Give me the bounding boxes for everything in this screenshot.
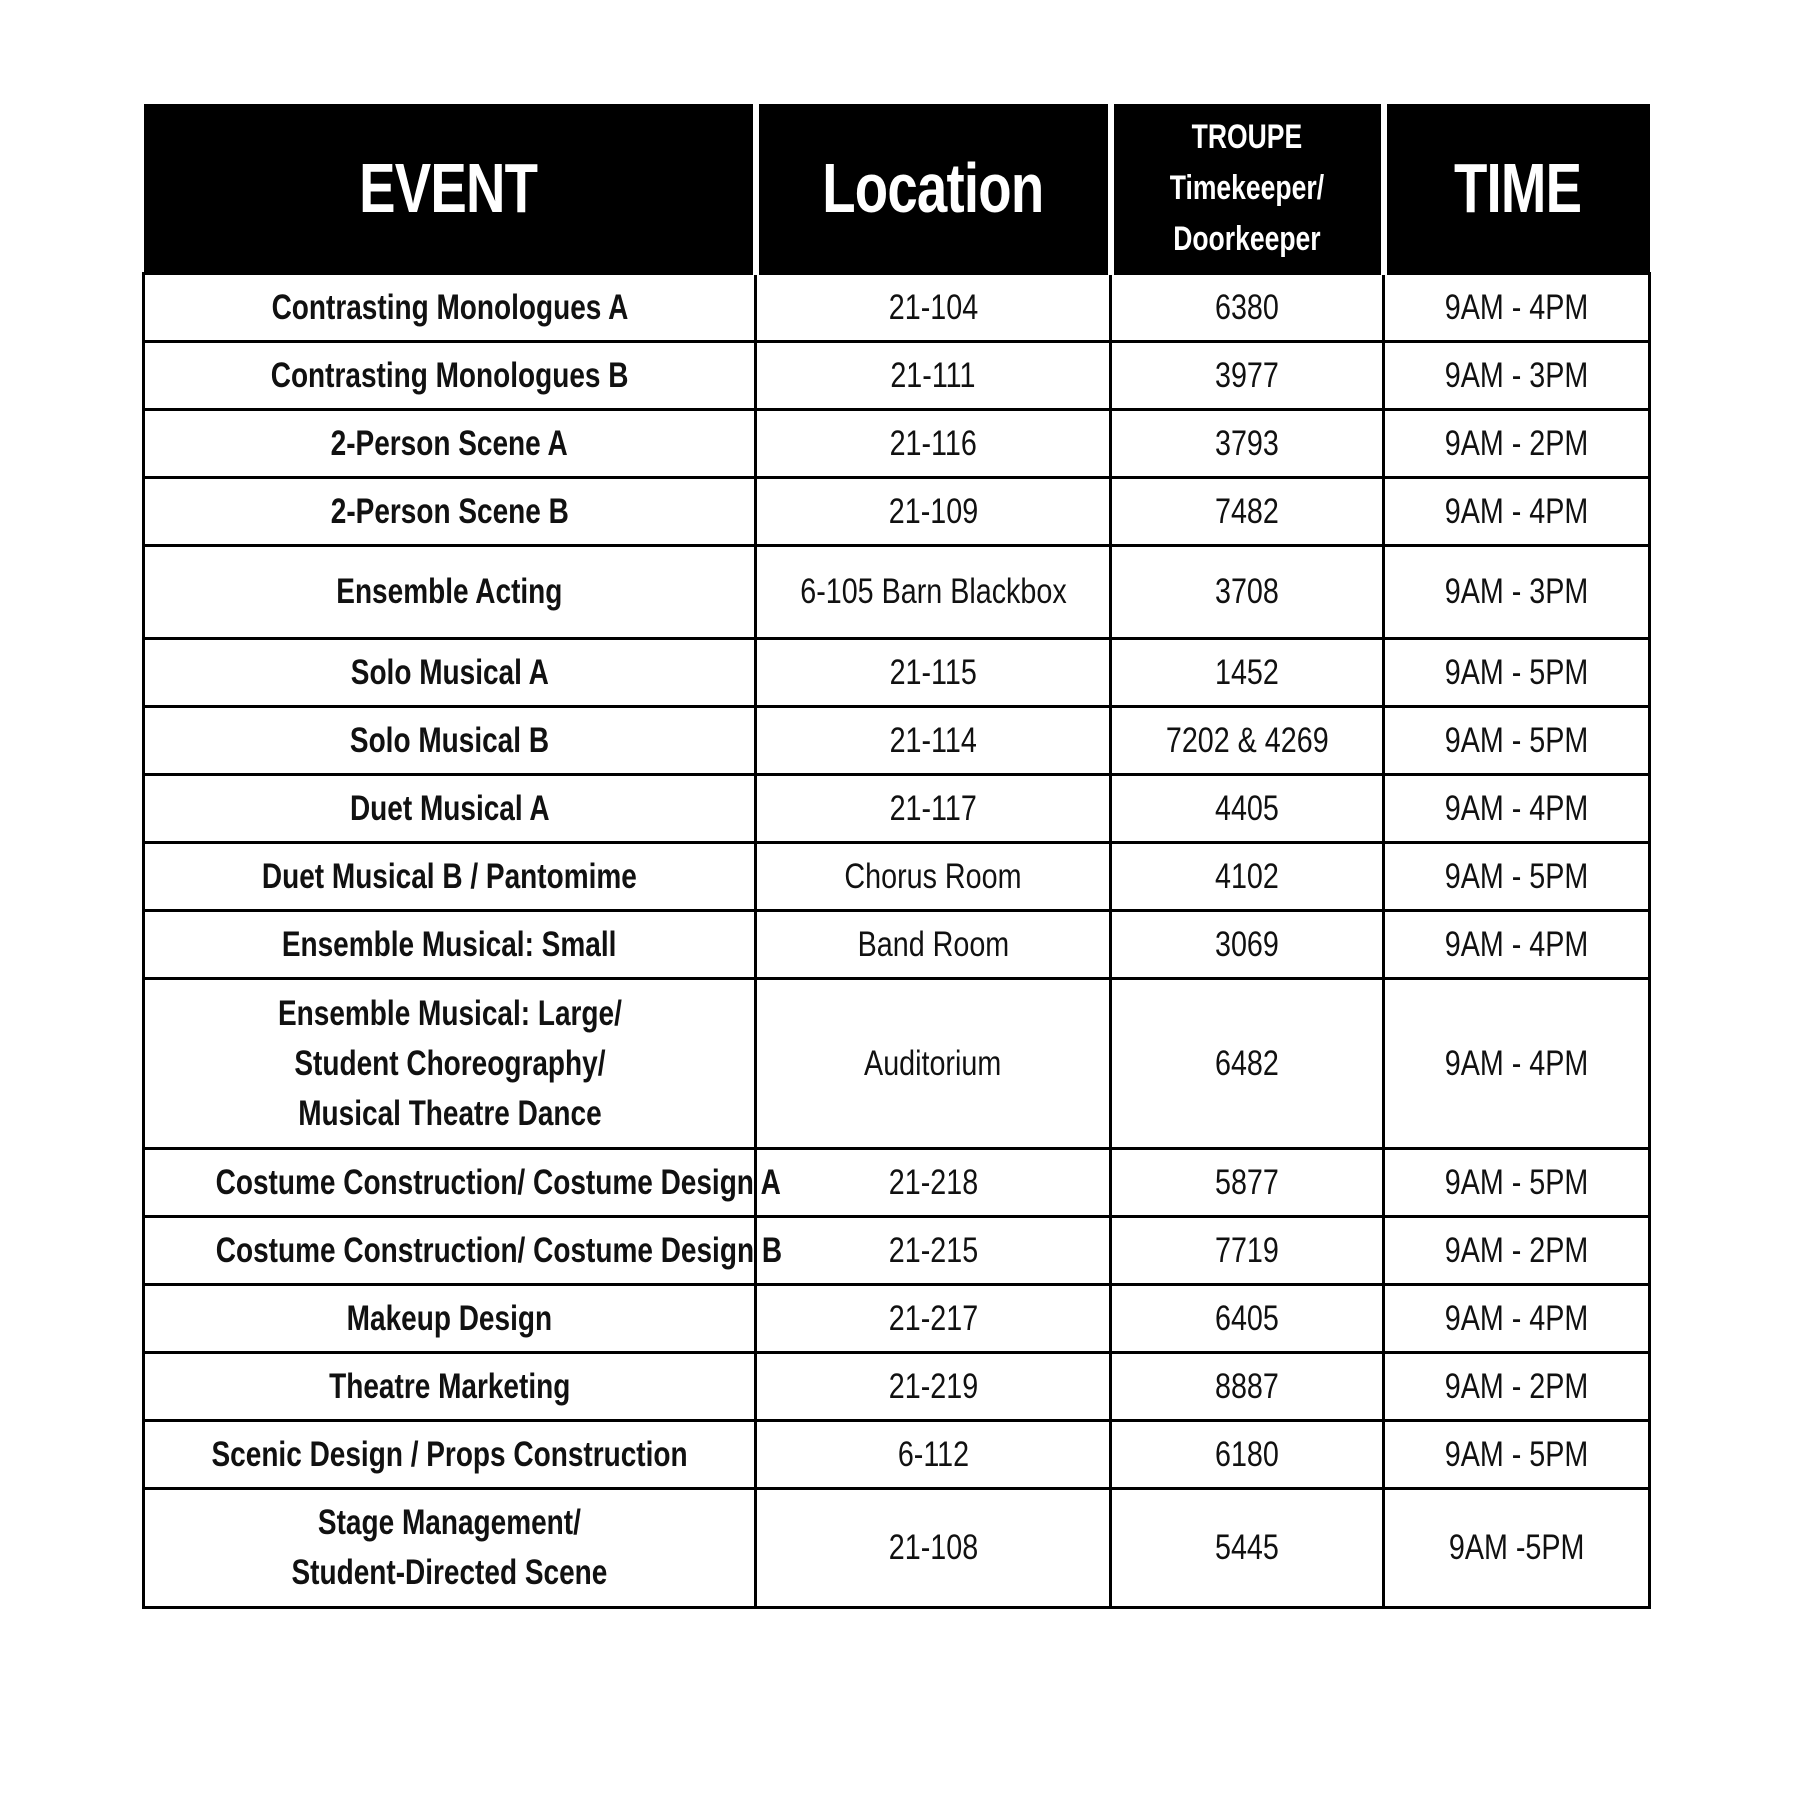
location-cell <box>756 639 1111 707</box>
time-cell-text: 9AM - 5PM <box>1444 856 1589 896</box>
header-troupe-line3: Doorkeeper <box>1173 219 1321 258</box>
time-cell-text: 9AM - 5PM <box>1444 1162 1589 1202</box>
event-cell <box>144 979 756 1149</box>
location-cell-text: 21-117 <box>889 788 977 828</box>
time-cell-text: 9AM - 4PM <box>1444 1298 1589 1338</box>
location-cell-text: 6-105 Barn Blackbox <box>799 572 1067 611</box>
time-cell-text: 9AM - 2PM <box>1444 423 1589 463</box>
event-name-line: 2-Person Scene A <box>330 423 569 463</box>
table-row <box>144 274 1650 342</box>
table-row <box>144 478 1650 546</box>
troupe-cell <box>1111 342 1384 410</box>
time-cell-text: 9AM - 4PM <box>1444 788 1589 828</box>
event-name-line: Student-Directed Scene <box>291 1553 608 1592</box>
event-cell <box>144 1285 756 1353</box>
troupe-cell <box>1111 546 1384 639</box>
table-row <box>144 410 1650 478</box>
location-cell <box>756 843 1111 911</box>
troupe-cell-text: 1452 <box>1215 652 1279 692</box>
troupe-cell-text: 3793 <box>1215 423 1279 463</box>
troupe-cell <box>1111 274 1384 342</box>
location-cell <box>756 1217 1111 1285</box>
time-cell <box>1384 1285 1650 1353</box>
location-cell <box>756 979 1111 1149</box>
table-row <box>144 1489 1650 1608</box>
table-row <box>144 1353 1650 1421</box>
header-event <box>144 104 756 274</box>
header-time <box>1384 104 1650 274</box>
troupe-cell <box>1111 478 1384 546</box>
table-row <box>144 342 1650 410</box>
location-cell <box>756 1353 1111 1421</box>
location-cell <box>756 546 1111 639</box>
event-cell <box>144 911 756 979</box>
time-cell <box>1384 410 1650 478</box>
time-cell-text: 9AM - 4PM <box>1444 1043 1589 1083</box>
header-troupe-line1: TROUPE <box>1191 117 1303 156</box>
event-cell <box>144 478 756 546</box>
event-cell <box>144 1421 756 1489</box>
event-cell <box>144 843 756 911</box>
table-row <box>144 639 1650 707</box>
time-cell <box>1384 342 1650 410</box>
event-name-line: Scenic Design / Props Construction <box>211 1434 688 1474</box>
event-cell <box>144 410 756 478</box>
troupe-cell-text: 4102 <box>1215 856 1279 896</box>
time-cell <box>1384 1217 1650 1285</box>
table-row <box>144 1421 1650 1489</box>
time-cell <box>1384 911 1650 979</box>
time-cell-text: 9AM -5PM <box>1448 1528 1585 1567</box>
event-cell <box>144 546 756 639</box>
troupe-cell-text: 6405 <box>1215 1298 1279 1338</box>
event-name-line: Duet Musical A <box>349 788 550 828</box>
location-cell-text: 21-111 <box>890 355 976 395</box>
time-cell <box>1384 274 1650 342</box>
troupe-cell <box>1111 775 1384 843</box>
table-row <box>144 911 1650 979</box>
troupe-cell <box>1111 843 1384 911</box>
header-location <box>756 104 1111 274</box>
location-cell <box>756 1285 1111 1353</box>
event-name-line: Contrasting Monologues B <box>270 355 629 395</box>
table-row <box>144 775 1650 843</box>
event-name-line: Ensemble Musical: Small <box>282 924 617 964</box>
location-cell-text: 21-109 <box>888 491 978 531</box>
time-cell-text: 9AM - 4PM <box>1444 491 1589 531</box>
location-cell <box>756 1421 1111 1489</box>
header-troupe-line2: Timekeeper/ <box>1169 168 1325 207</box>
time-cell <box>1384 478 1650 546</box>
header-troupe <box>1111 104 1384 274</box>
time-cell <box>1384 1353 1650 1421</box>
location-cell-text: Auditorium <box>864 1043 1002 1083</box>
event-name-line: Stage Management/ <box>318 1503 581 1542</box>
event-cell <box>144 1353 756 1421</box>
troupe-cell <box>1111 410 1384 478</box>
event-name-line: Duet Musical B / Pantomime <box>262 856 637 896</box>
location-cell-text: 21-116 <box>889 423 977 463</box>
location-cell-text: 21-104 <box>888 287 978 327</box>
location-cell <box>756 478 1111 546</box>
troupe-cell <box>1111 1421 1384 1489</box>
event-name-line: Student Choreography/ <box>293 1043 606 1083</box>
location-cell-text: 21-219 <box>888 1366 978 1406</box>
location-cell <box>756 1489 1111 1608</box>
troupe-cell-text: 7719 <box>1215 1230 1279 1270</box>
location-cell-text: 21-114 <box>889 720 977 760</box>
location-cell-text: 6-112 <box>897 1434 969 1474</box>
time-cell <box>1384 639 1650 707</box>
troupe-cell-text: 3069 <box>1215 924 1279 964</box>
event-name-line: Costume Construction/ Costume Design B <box>215 1230 783 1270</box>
location-cell <box>756 775 1111 843</box>
event-name-line: Ensemble Acting <box>336 572 563 611</box>
troupe-cell-text: 7202 & 4269 <box>1165 720 1329 760</box>
event-name-line: Solo Musical B <box>349 720 550 760</box>
troupe-cell-text: 5877 <box>1215 1162 1279 1202</box>
time-cell <box>1384 546 1650 639</box>
location-cell <box>756 274 1111 342</box>
event-cell <box>144 775 756 843</box>
location-cell <box>756 410 1111 478</box>
troupe-cell <box>1111 1217 1384 1285</box>
event-name-line: Theatre Marketing <box>328 1366 571 1406</box>
event-name-line: Makeup Design <box>346 1298 553 1338</box>
location-cell <box>756 707 1111 775</box>
time-cell <box>1384 1489 1650 1608</box>
troupe-cell-text: 5445 <box>1215 1528 1279 1567</box>
event-name-line: Contrasting Monologues A <box>271 287 628 327</box>
header-location-label: Location <box>822 149 1044 227</box>
location-cell <box>756 1149 1111 1217</box>
event-name-line: Musical Theatre Dance <box>297 1093 602 1133</box>
time-cell <box>1384 843 1650 911</box>
troupe-cell <box>1111 707 1384 775</box>
troupe-cell-text: 7482 <box>1215 491 1279 531</box>
event-name-line: 2-Person Scene B <box>330 491 569 531</box>
event-cell <box>144 274 756 342</box>
schedule-table <box>142 104 1651 1609</box>
event-cell <box>144 1149 781 1217</box>
time-cell <box>1384 1421 1650 1489</box>
event-cell <box>144 707 756 775</box>
time-cell-text: 9AM - 2PM <box>1444 1366 1589 1406</box>
time-cell-text: 9AM - 3PM <box>1444 572 1589 611</box>
location-cell <box>756 342 1111 410</box>
troupe-cell <box>1111 979 1384 1149</box>
header-event-label: EVENT <box>358 149 538 227</box>
time-cell-text: 9AM - 5PM <box>1444 1434 1589 1474</box>
event-cell <box>144 639 756 707</box>
troupe-cell-text: 6482 <box>1215 1043 1279 1083</box>
event-name-line: Ensemble Musical: Large/ <box>277 993 622 1033</box>
schedule-body <box>144 274 1650 1608</box>
time-cell <box>1384 979 1650 1149</box>
event-cell <box>144 342 756 410</box>
location-cell-text: 21-215 <box>888 1230 978 1270</box>
location-cell-text: 21-218 <box>888 1162 978 1202</box>
event-cell <box>144 1489 756 1608</box>
table-row <box>144 546 1650 639</box>
location-cell-text: Chorus Room <box>844 856 1022 896</box>
time-cell-text: 9AM - 2PM <box>1444 1230 1589 1270</box>
time-cell-text: 9AM - 5PM <box>1444 720 1589 760</box>
event-name-line: Costume Construction/ Costume Design A <box>215 1162 781 1202</box>
time-cell-text: 9AM - 3PM <box>1444 355 1589 395</box>
troupe-cell <box>1111 911 1384 979</box>
location-cell-text: 21-217 <box>888 1298 978 1338</box>
header-time-label: TIME <box>1454 149 1582 227</box>
troupe-cell <box>1111 639 1384 707</box>
troupe-cell-text: 6180 <box>1215 1434 1279 1474</box>
troupe-cell-text: 3977 <box>1215 355 1279 395</box>
troupe-cell <box>1111 1489 1384 1608</box>
header-row <box>144 104 1650 274</box>
location-cell-text: Band Room <box>857 924 1009 964</box>
location-cell <box>756 911 1111 979</box>
location-cell-text: 21-115 <box>889 652 977 692</box>
time-cell <box>1384 1149 1650 1217</box>
time-cell-text: 9AM - 4PM <box>1444 287 1589 327</box>
troupe-cell <box>1111 1285 1384 1353</box>
troupe-cell-text: 6380 <box>1215 287 1279 327</box>
table-row <box>144 1285 1650 1353</box>
location-cell-text: 21-108 <box>888 1528 978 1567</box>
table-row <box>144 707 1650 775</box>
troupe-cell-text: 8887 <box>1215 1366 1279 1406</box>
time-cell-text: 9AM - 4PM <box>1444 924 1589 964</box>
troupe-cell <box>1111 1353 1384 1421</box>
table-row <box>144 979 1650 1149</box>
table-row <box>144 1217 1650 1285</box>
time-cell <box>1384 775 1650 843</box>
troupe-cell-text: 4405 <box>1215 788 1279 828</box>
event-name-line: Solo Musical A <box>350 652 549 692</box>
time-cell <box>1384 707 1650 775</box>
time-cell-text: 9AM - 5PM <box>1444 652 1589 692</box>
event-cell <box>144 1217 783 1285</box>
troupe-cell-text: 3708 <box>1215 572 1279 611</box>
troupe-cell <box>1111 1149 1384 1217</box>
table-row <box>144 1149 1650 1217</box>
table-row <box>144 843 1650 911</box>
